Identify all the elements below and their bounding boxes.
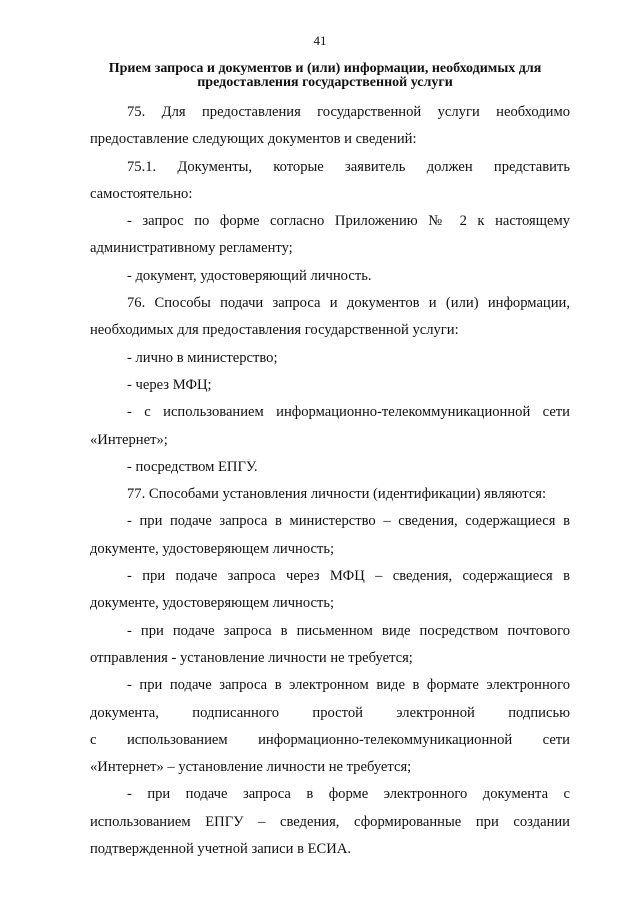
list-item-postal-identification: - при подаче запроса в письменном виде посредством почтового отправления - установление личности не требуется;: [90, 622, 570, 666]
list-item-request-form: - запрос по форме согласно Приложению № 2 к настоящему административному регламенту;: [90, 213, 570, 257]
list-item-epgu: - посредством ЕПГУ.: [127, 458, 258, 475]
heading-line-1: Прием запроса и документов и (или) информации, необходимых для: [108, 61, 542, 76]
list-item-epgu-identification: - при подаче запроса в форме электронного документа с использованием ЕПГУ – сведения, сформированные при создании подтвержденной учетной записи в ЕСИА.: [90, 786, 570, 858]
paragraph-75: 75. Для предоставления государственной услуги необходимо предоставление следующих документов и сведений:: [90, 104, 570, 148]
list-item-internet: - с использованием информационно-телекоммуникационной сети «Интернет»;: [90, 404, 570, 448]
paragraph-75-1: 75.1. Документы, которые заявитель должен представить самостоятельно:: [90, 158, 570, 202]
document-body: [90, 99, 570, 863]
electronic-request-line-2: документа, подписанного простой электронной подписью: [90, 704, 570, 721]
list-item-ministry-identification: - при подаче запроса в министерство – сведения, содержащиеся в документе, удостоверяющем личность;: [90, 513, 570, 557]
electronic-request-line-3: с использованием информационно-телекоммуникационной сети: [90, 731, 570, 748]
list-item-identity-document: - документ, удостоверяющий личность.: [127, 267, 372, 284]
list-item-in-person: - лично в министерство;: [127, 349, 278, 366]
heading-line-2: предоставления государственной услуги: [197, 75, 453, 90]
electronic-request-line-1: - при подаче запроса в электронном виде в формате электронного: [127, 677, 570, 694]
paragraph-76: 76. Способы подачи запроса и документов и (или) информации, необходимых для предоставления государственной услуги:: [90, 295, 570, 339]
page-number: 41: [313, 33, 327, 48]
electronic-request-line-4: «Интернет» – установление личности не требуется;: [90, 759, 412, 776]
section-heading: [90, 62, 560, 90]
paragraph-77: 77. Способами установления личности (идентификации) являются:: [127, 486, 547, 503]
list-item-mfc-identification: - при подаче запроса через МФЦ – сведения, содержащиеся в документе, удостоверяющем личность;: [90, 568, 570, 612]
list-item-mfc: - через МФЦ;: [127, 376, 212, 393]
